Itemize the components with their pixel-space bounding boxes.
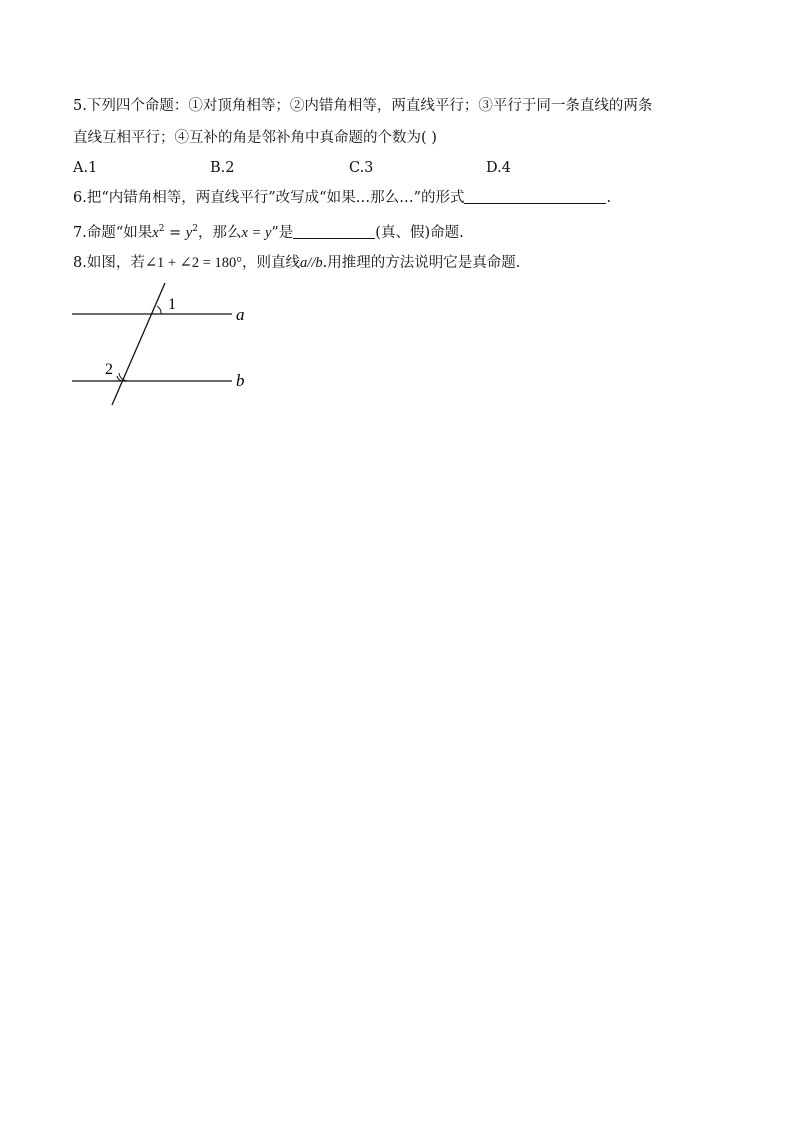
angle-sum-expression: ∠1 + ∠2 = 180° — [144, 255, 243, 271]
option-b: B.2 — [210, 160, 235, 176]
math-exponent-2: 2 — [192, 224, 198, 234]
option-d: D.4 — [486, 160, 511, 176]
question-5-line-1: 5.下列四个命题：①对顶角相等；②内错角相等，两直线平行；③平行于同一条直线的两条 — [73, 98, 653, 114]
question-7-suffix: (真、假)命题. — [375, 224, 464, 241]
math-x: x — [152, 224, 159, 241]
question-6-text: 6.把“内错角相等，两直线平行”改写成“如果…那么…”的形式 — [73, 190, 465, 206]
math-equals: = — [164, 224, 186, 241]
parallel-lines-figure — [0, 0, 794, 420]
question-8-prefix: 8.如图，若 — [73, 255, 145, 271]
parallel-expression: a//b — [300, 255, 323, 271]
label-a: a — [236, 305, 245, 324]
label-2: 2 — [105, 361, 113, 378]
question-7-prefix: 7.命题“如果 — [73, 224, 153, 241]
angle-1-arc — [157, 306, 161, 314]
label-1: 1 — [168, 296, 176, 313]
math-exponent: 2 — [158, 224, 165, 234]
question-7-sep: ，那么 — [197, 224, 242, 241]
math-y: y — [185, 224, 193, 241]
math-x-equals-y: x = y — [241, 224, 272, 241]
question-8-mid: ，则直线 — [242, 255, 301, 271]
question-6-end: . — [606, 190, 612, 206]
question-5-line-2: 直线互相平行；④互补的角是邻补角中真命题的个数为( ) — [73, 130, 437, 146]
option-c: C.3 — [349, 160, 374, 176]
question-7-mid: ”是 — [271, 224, 294, 241]
option-a: A.1 — [73, 160, 98, 176]
question-8-suffix: .用推理的方法说明它是真命题. — [322, 255, 521, 271]
transversal — [112, 283, 165, 405]
label-b: b — [236, 371, 245, 390]
